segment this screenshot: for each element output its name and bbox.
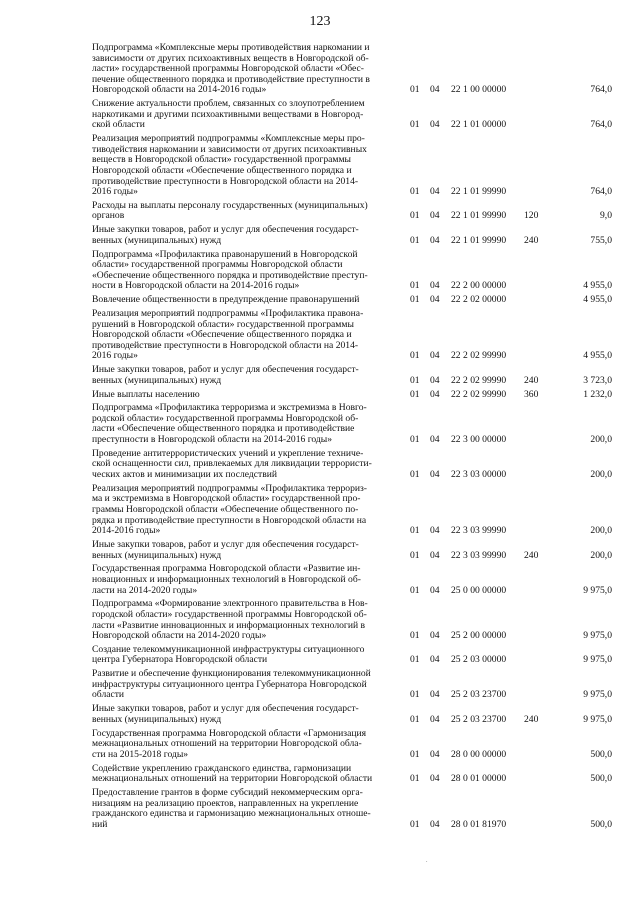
target-article-cell: 25 0 00 00000: [451, 584, 507, 596]
description-line: Иные закупки товаров, работ и услуг для обеспечения государст-: [92, 538, 359, 550]
description-line: центра Губернатора Новгородской области: [92, 654, 268, 666]
description-line: тиводействия наркомании и зависимости от других психоактивных: [92, 143, 367, 155]
target-article-cell: 25 2 03 23700: [451, 713, 507, 725]
description-line: межнациональных отношений на территории Новгородской обла-: [92, 738, 362, 750]
description-line: Новгородской области «Обеспечение общественного порядка и: [92, 164, 352, 176]
target-article-cell: 22 3 03 00000: [451, 469, 507, 481]
row-description: [92, 250, 414, 292]
section-cell: 01: [410, 713, 420, 725]
description-line: Реализация мероприятий подпрограммы «Профилактика правона-: [92, 307, 364, 319]
description-line: органов: [92, 210, 125, 222]
amount-cell: 500,0: [590, 748, 612, 760]
description-line: венных (муниципальных) нужд: [92, 374, 222, 386]
target-article-cell: 22 1 01 00000: [451, 119, 507, 131]
row-description: [92, 134, 414, 198]
subsection-cell: 04: [430, 434, 440, 446]
subsection-cell: 04: [430, 689, 440, 701]
description-line: сти на 2015-2018 годы»: [92, 748, 189, 760]
description-line: новационных и информационных технологий в Новгородской об-: [92, 573, 361, 585]
description-line: граммы Новгородской области «Обеспечение общественного по-: [92, 504, 359, 515]
description-line: Вовлечение общественности в предупреждение правонарушений: [92, 294, 360, 306]
amount-cell: 9 975,0: [583, 630, 612, 642]
amount-cell: 9 975,0: [583, 713, 612, 725]
target-article-cell: 25 2 00 00000: [451, 630, 507, 642]
row-description: [92, 599, 414, 641]
table-row: [92, 669, 612, 701]
target-article-cell: 22 1 01 99990: [451, 234, 507, 246]
row-description: [92, 309, 414, 362]
target-article-cell: 22 2 02 99990: [451, 350, 507, 362]
description-line: Государственная программа Новгородской области «Развитие ин-: [92, 563, 361, 575]
table-row: [92, 99, 612, 131]
table-row: [92, 309, 612, 362]
subsection-cell: 04: [430, 549, 440, 561]
row-description: [92, 99, 414, 131]
description-line: ний: [92, 818, 108, 830]
description-line: Подпрограмма «Формирование электронного правительства в Нов-: [92, 598, 368, 610]
amount-cell: 9 975,0: [583, 584, 612, 596]
section-cell: 01: [410, 549, 420, 561]
table-row: [92, 201, 612, 222]
table-row: [92, 225, 612, 246]
description-line: Реализация мероприятий подпрограммы «Профилактика террориз-: [92, 482, 367, 494]
description-line: Иные выплаты населению: [92, 388, 200, 400]
description-line: противодействие преступности в Новгородской области на 2014-: [92, 175, 359, 187]
amount-cell: 500,0: [590, 818, 612, 830]
amount-cell: 9 975,0: [583, 689, 612, 701]
description-line: рушений в Новгородской области» государственной программы: [92, 318, 354, 330]
subsection-cell: 04: [430, 210, 440, 222]
row-description: [92, 564, 414, 596]
target-article-cell: 22 2 00 00000: [451, 280, 507, 292]
target-article-cell: 22 3 00 00000: [451, 434, 507, 446]
expense-type-cell: 240: [524, 234, 539, 246]
section-cell: 01: [410, 119, 420, 131]
amount-cell: 764,0: [590, 84, 612, 96]
description-line: Новгородской области на 2014-2016 годы»: [92, 84, 267, 96]
table-row: [92, 449, 612, 481]
amount-cell: 4 955,0: [583, 294, 612, 306]
amount-cell: 3 723,0: [583, 374, 612, 386]
row-description: [92, 484, 414, 537]
target-article-cell: 22 2 02 00000: [451, 294, 507, 306]
subsection-cell: 04: [430, 525, 440, 537]
row-description: [92, 645, 414, 666]
description-line: инфраструктуры ситуационного центра Губернатора Новгородской: [92, 678, 367, 690]
subsection-cell: 04: [430, 280, 440, 292]
description-line: Иные закупки товаров, работ и услуг для обеспечения государст-: [92, 703, 359, 715]
table-row: [92, 704, 612, 725]
amount-cell: 500,0: [590, 773, 612, 785]
description-line: Создание телекоммуникационной инфраструктуры ситуационного: [92, 643, 365, 655]
description-line: 2016 годы»: [92, 186, 138, 198]
description-line: венных (муниципальных) нужд: [92, 234, 222, 246]
section-cell: 01: [410, 525, 420, 537]
row-description: [92, 225, 414, 246]
description-line: Проведение антитеррористических учений и укрепление техниче-: [92, 447, 364, 459]
section-cell: 01: [410, 388, 420, 400]
target-article-cell: 22 1 01 99990: [451, 210, 507, 222]
target-article-cell: 28 0 01 81970: [451, 818, 507, 830]
description-line: 2014-2016 годы»: [92, 525, 161, 537]
footer-mark: .: [426, 858, 428, 864]
section-cell: 01: [410, 234, 420, 246]
description-line: низациям на реализацию проектов, направленных на укрепление: [92, 797, 359, 809]
target-article-cell: 22 1 00 00000: [451, 84, 507, 96]
table-row: [92, 645, 612, 666]
table-row: [92, 484, 612, 537]
section-cell: 01: [410, 584, 420, 596]
description-line: Подпрограмма «Профилактика правонарушений в Новгородской: [92, 248, 358, 260]
description-line: ности в Новгородской области на 2014-2016 годы»: [92, 280, 300, 292]
section-cell: 01: [410, 748, 420, 760]
description-line: веществ в Новгородской области» государственной программы: [92, 154, 351, 166]
subsection-cell: 04: [430, 713, 440, 725]
target-article-cell: 22 3 03 99990: [451, 525, 507, 537]
section-cell: 01: [410, 84, 420, 96]
description-line: венных (муниципальных) нужд: [92, 549, 222, 561]
target-article-cell: 22 3 03 99990: [451, 549, 507, 561]
description-line: родской области» государственной программы Новгородской об-: [92, 412, 359, 424]
description-line: гражданского единства и гармонизацию межнациональных отноше-: [92, 808, 371, 820]
description-line: Содействие укреплению гражданского единства, гармонизации: [92, 762, 352, 774]
description-line: Снижение актуальности проблем, связанных со злоупотреблением: [92, 98, 365, 110]
row-description: [92, 764, 414, 785]
section-cell: 01: [410, 434, 420, 446]
subsection-cell: 04: [430, 119, 440, 131]
subsection-cell: 04: [430, 374, 440, 386]
description-line: наркотиками и другими психоактивными веществами в Новгород-: [92, 108, 364, 120]
table-row: [92, 134, 612, 198]
expense-type-cell: 360: [524, 388, 539, 400]
section-cell: 01: [410, 630, 420, 642]
page-number: 123: [309, 14, 331, 29]
table-row: [92, 729, 612, 761]
description-line: области: [92, 689, 125, 701]
section-cell: 01: [410, 818, 420, 830]
expense-type-cell: 240: [524, 713, 539, 725]
description-line: Новгородской области «Обеспечение общественного порядка и: [92, 329, 352, 341]
row-description: [92, 449, 414, 481]
description-line: межнациональных отношений на территории Новгородской области: [92, 773, 373, 785]
amount-cell: 200,0: [590, 549, 612, 561]
amount-cell: 200,0: [590, 434, 612, 446]
description-line: ма и экстремизма в Новгородской области» государственной про-: [92, 493, 361, 505]
expense-type-cell: 120: [524, 210, 539, 222]
amount-cell: 9 975,0: [583, 654, 612, 666]
target-article-cell: 25 2 03 23700: [451, 689, 507, 701]
description-line: преступности в Новгородской области на 2014-2016 годы»: [92, 434, 333, 446]
description-line: Предоставление грантов в форме субсидий некоммерческим орга-: [92, 786, 363, 798]
amount-cell: 4 955,0: [583, 280, 612, 292]
row-description: [92, 729, 414, 761]
subsection-cell: 04: [430, 748, 440, 760]
table-row: [92, 599, 612, 641]
section-cell: 01: [410, 350, 420, 362]
amount-cell: 200,0: [590, 525, 612, 537]
description-line: рядка и противодействие преступности в Новгородской области на: [92, 514, 367, 526]
description-line: ческих актов и минимизации их последствий: [92, 469, 278, 481]
amount-cell: 755,0: [590, 234, 612, 246]
description-line: Новгородской области на 2014-2020 годы»: [92, 630, 267, 642]
description-line: Иные закупки товаров, работ и услуг для обеспечения государст-: [92, 364, 359, 376]
table-row: [92, 764, 612, 785]
table-row: [92, 540, 612, 561]
row-description: [92, 540, 414, 561]
table-row: [92, 403, 612, 445]
amount-cell: 4 955,0: [583, 350, 612, 362]
description-line: печение общественного порядка и противодействие преступности в: [92, 73, 370, 85]
description-line: противодействие преступности в Новгородской области на 2014-: [92, 339, 359, 351]
row-description: [92, 365, 414, 386]
subsection-cell: 04: [430, 186, 440, 198]
subsection-cell: 04: [430, 654, 440, 666]
description-line: Развитие и обеспечение функционирования телекоммуникационной: [92, 668, 371, 680]
amount-cell: 200,0: [590, 469, 612, 481]
subsection-cell: 04: [430, 234, 440, 246]
section-cell: 01: [410, 689, 420, 701]
description-line: области» государственной программы Новгородской области: [92, 259, 343, 271]
table-row: [92, 43, 612, 96]
target-article-cell: 22 1 01 99990: [451, 186, 507, 198]
amount-cell: 764,0: [590, 186, 612, 198]
description-line: ласти» государственной программы Новгородской области «Обес-: [92, 63, 364, 75]
row-description: [92, 201, 414, 222]
amount-cell: 1 232,0: [583, 388, 612, 400]
expense-type-cell: 240: [524, 549, 539, 561]
description-line: ласти «Развитие инновационных и информационных технологий в: [92, 619, 366, 631]
description-line: Подпрограмма «Комплексные меры противодействия наркомании и: [92, 42, 370, 53]
description-line: Иные закупки товаров, работ и услуг для обеспечения государст-: [92, 224, 359, 236]
row-description: [92, 43, 414, 96]
table-row: [92, 365, 612, 386]
row-description: [92, 669, 414, 701]
subsection-cell: 04: [430, 630, 440, 642]
subsection-cell: 04: [430, 388, 440, 400]
row-description: [92, 788, 414, 830]
subsection-cell: 04: [430, 818, 440, 830]
description-line: ской оснащенности сил, привлекаемых для ликвидации террористи-: [92, 458, 372, 470]
table-row: [92, 250, 612, 292]
description-line: ласти «Обеспечение общественного порядка и противодействие: [92, 423, 355, 435]
description-line: ской области: [92, 119, 145, 131]
expense-type-cell: 240: [524, 374, 539, 386]
target-article-cell: 22 2 02 99990: [451, 388, 507, 400]
description-line: зависимости от других психоактивных веществ в Новгородской об-: [92, 52, 369, 64]
target-article-cell: 25 2 03 00000: [451, 654, 507, 666]
description-line: ласти на 2014-2020 годы»: [92, 584, 198, 596]
subsection-cell: 04: [430, 350, 440, 362]
subsection-cell: 04: [430, 773, 440, 785]
section-cell: 01: [410, 294, 420, 306]
subsection-cell: 04: [430, 294, 440, 306]
section-cell: 01: [410, 210, 420, 222]
subsection-cell: 04: [430, 469, 440, 481]
description-line: 2016 годы»: [92, 350, 138, 362]
table-row: [92, 390, 612, 401]
section-cell: 01: [410, 654, 420, 666]
row-description: [92, 704, 414, 725]
budget-table: [92, 43, 612, 834]
section-cell: 01: [410, 469, 420, 481]
target-article-cell: 28 0 01 00000: [451, 773, 507, 785]
section-cell: 01: [410, 280, 420, 292]
section-cell: 01: [410, 773, 420, 785]
description-line: Расходы на выплаты персоналу государственных (муниципальных): [92, 199, 368, 211]
description-line: Подпрограмма «Профилактика терроризма и экстремизма в Новго-: [92, 402, 367, 414]
description-line: Государственная программа Новгородской области «Гармонизация: [92, 727, 367, 739]
subsection-cell: 04: [430, 84, 440, 96]
row-description: [92, 390, 414, 401]
table-row: [92, 788, 612, 830]
section-cell: 01: [410, 186, 420, 198]
row-description: [92, 403, 414, 445]
table-row: [92, 295, 612, 306]
description-line: венных (муниципальных) нужд: [92, 713, 222, 725]
row-description: [92, 295, 414, 306]
amount-cell: 9,0: [600, 210, 612, 222]
section-cell: 01: [410, 374, 420, 386]
target-article-cell: 28 0 00 00000: [451, 748, 507, 760]
description-line: «Обеспечение общественного порядка и противодействие преступ-: [92, 269, 368, 281]
target-article-cell: 22 2 02 99990: [451, 374, 507, 386]
description-line: городской области» государственной программы Новгородской об-: [92, 608, 367, 620]
description-line: Реализация мероприятий подпрограммы «Комплексные меры про-: [92, 133, 365, 145]
subsection-cell: 04: [430, 584, 440, 596]
amount-cell: 764,0: [590, 119, 612, 131]
table-row: [92, 564, 612, 596]
